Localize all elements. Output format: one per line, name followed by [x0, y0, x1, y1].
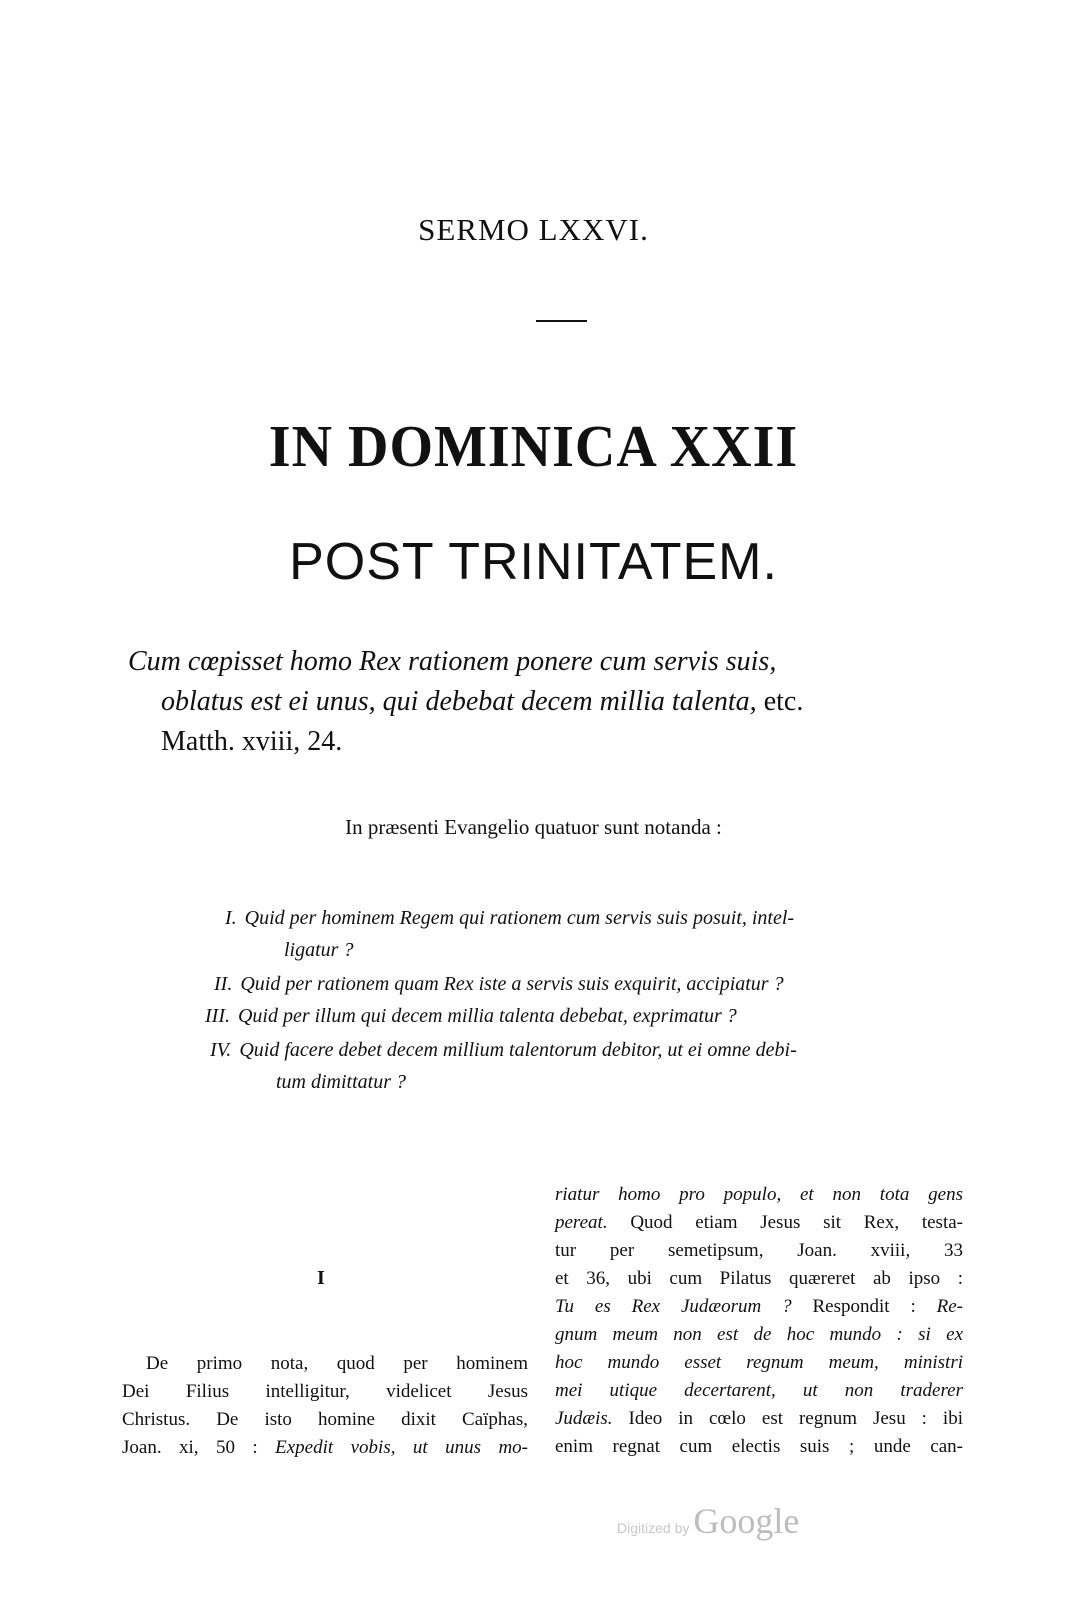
sermon-number: SERMO LXXVI. — [418, 212, 649, 247]
paragraph-line — [555, 1405, 963, 1433]
paragraph-line: hoc mundo esset regnum meum, ministri — [555, 1352, 963, 1373]
quotation: Expedit vobis, ut unus mo- — [275, 1437, 528, 1458]
paragraph-line: tur per semetipsum, Joan. xviii, 33 — [555, 1240, 963, 1261]
title-line-2: POST TRINITATEM. — [289, 533, 778, 591]
quotation: Judæis. — [555, 1408, 613, 1429]
point-number: II. — [214, 973, 233, 995]
paragraph-line: mei utique decertarent, ut non traderer — [555, 1380, 963, 1401]
epigraph-line-1: Cum cœpisset homo Rex rationem ponere cum servis suis, — [128, 646, 777, 677]
paragraph-line: enim regnat cum electis suis ; unde can- — [555, 1436, 963, 1457]
text: Ideo in cœlo est regnum Jesu : ibi — [612, 1408, 963, 1429]
section-number: I — [317, 1267, 325, 1289]
paragraph-line: gnum meum non est de hoc mundo : si ex — [555, 1324, 963, 1345]
point-1 — [225, 902, 794, 934]
google-logo: Google — [693, 1501, 800, 1541]
point-text: Quid per rationem quam Rex iste a servis suis exquirit, accipiatur ? — [240, 973, 784, 995]
title-line-1: IN DOMINICA XXII — [268, 414, 799, 480]
point-3 — [205, 1000, 737, 1032]
epigraph-line-2-italic: oblatus est ei unus, qui debebat decem millia talenta, — [161, 686, 757, 717]
quotation: pereat. — [555, 1212, 608, 1233]
paragraph-line: De primo nota, quod per hominem — [146, 1353, 528, 1374]
text: Respondit : — [791, 1296, 937, 1317]
point-text: Quid facere debet decem millium talentorum debitor, ut ei omne debi- — [239, 1039, 797, 1061]
paragraph-line: riatur homo pro populo, et non tota gens — [555, 1184, 963, 1205]
epigraph-line-2-roman: etc. — [756, 686, 804, 717]
paragraph-line — [122, 1434, 528, 1462]
left-column — [122, 1350, 528, 1462]
point-4-continued: tum dimittatur ? — [276, 1071, 407, 1093]
digitization-watermark — [617, 1500, 799, 1542]
citation: Joan. xi, 50 : — [122, 1437, 276, 1458]
point-text: Quid per illum qui decem millia talenta debebat, exprimatur ? — [237, 1005, 737, 1027]
paragraph-line: Christus. De isto homine dixit Caïphas, — [122, 1409, 528, 1430]
point-1-continued: ligatur ? — [284, 939, 354, 961]
watermark-prefix: Digitized by — [617, 1520, 690, 1536]
point-number: IV. — [210, 1039, 232, 1061]
point-4 — [210, 1034, 797, 1066]
epigraph-line-2 — [161, 682, 1021, 722]
intro-sentence: In præsenti Evangelio quatuor sunt notanda : — [345, 815, 722, 839]
paragraph-line — [555, 1209, 963, 1237]
quotation: Re- — [936, 1296, 963, 1317]
point-text: Quid per hominem Regem qui rationem cum servis suis posuit, intel- — [244, 907, 795, 929]
right-column — [555, 1181, 963, 1461]
epigraph-reference: Matth. xviii, 24. — [161, 726, 343, 757]
divider-rule — [536, 320, 587, 322]
quotation: Tu es Rex Judæorum ? — [555, 1296, 792, 1317]
point-number: III. — [205, 1005, 230, 1027]
point-number: I. — [225, 907, 237, 929]
paragraph-line — [555, 1293, 963, 1321]
point-2 — [214, 968, 784, 1000]
paragraph-line: et 36, ubi cum Pilatus quæreret ab ipso : — [555, 1268, 963, 1289]
text: Quod etiam Jesus sit Rex, testa- — [607, 1212, 963, 1233]
paragraph-line: Dei Filius intelligitur, videlicet Jesus — [122, 1381, 528, 1402]
